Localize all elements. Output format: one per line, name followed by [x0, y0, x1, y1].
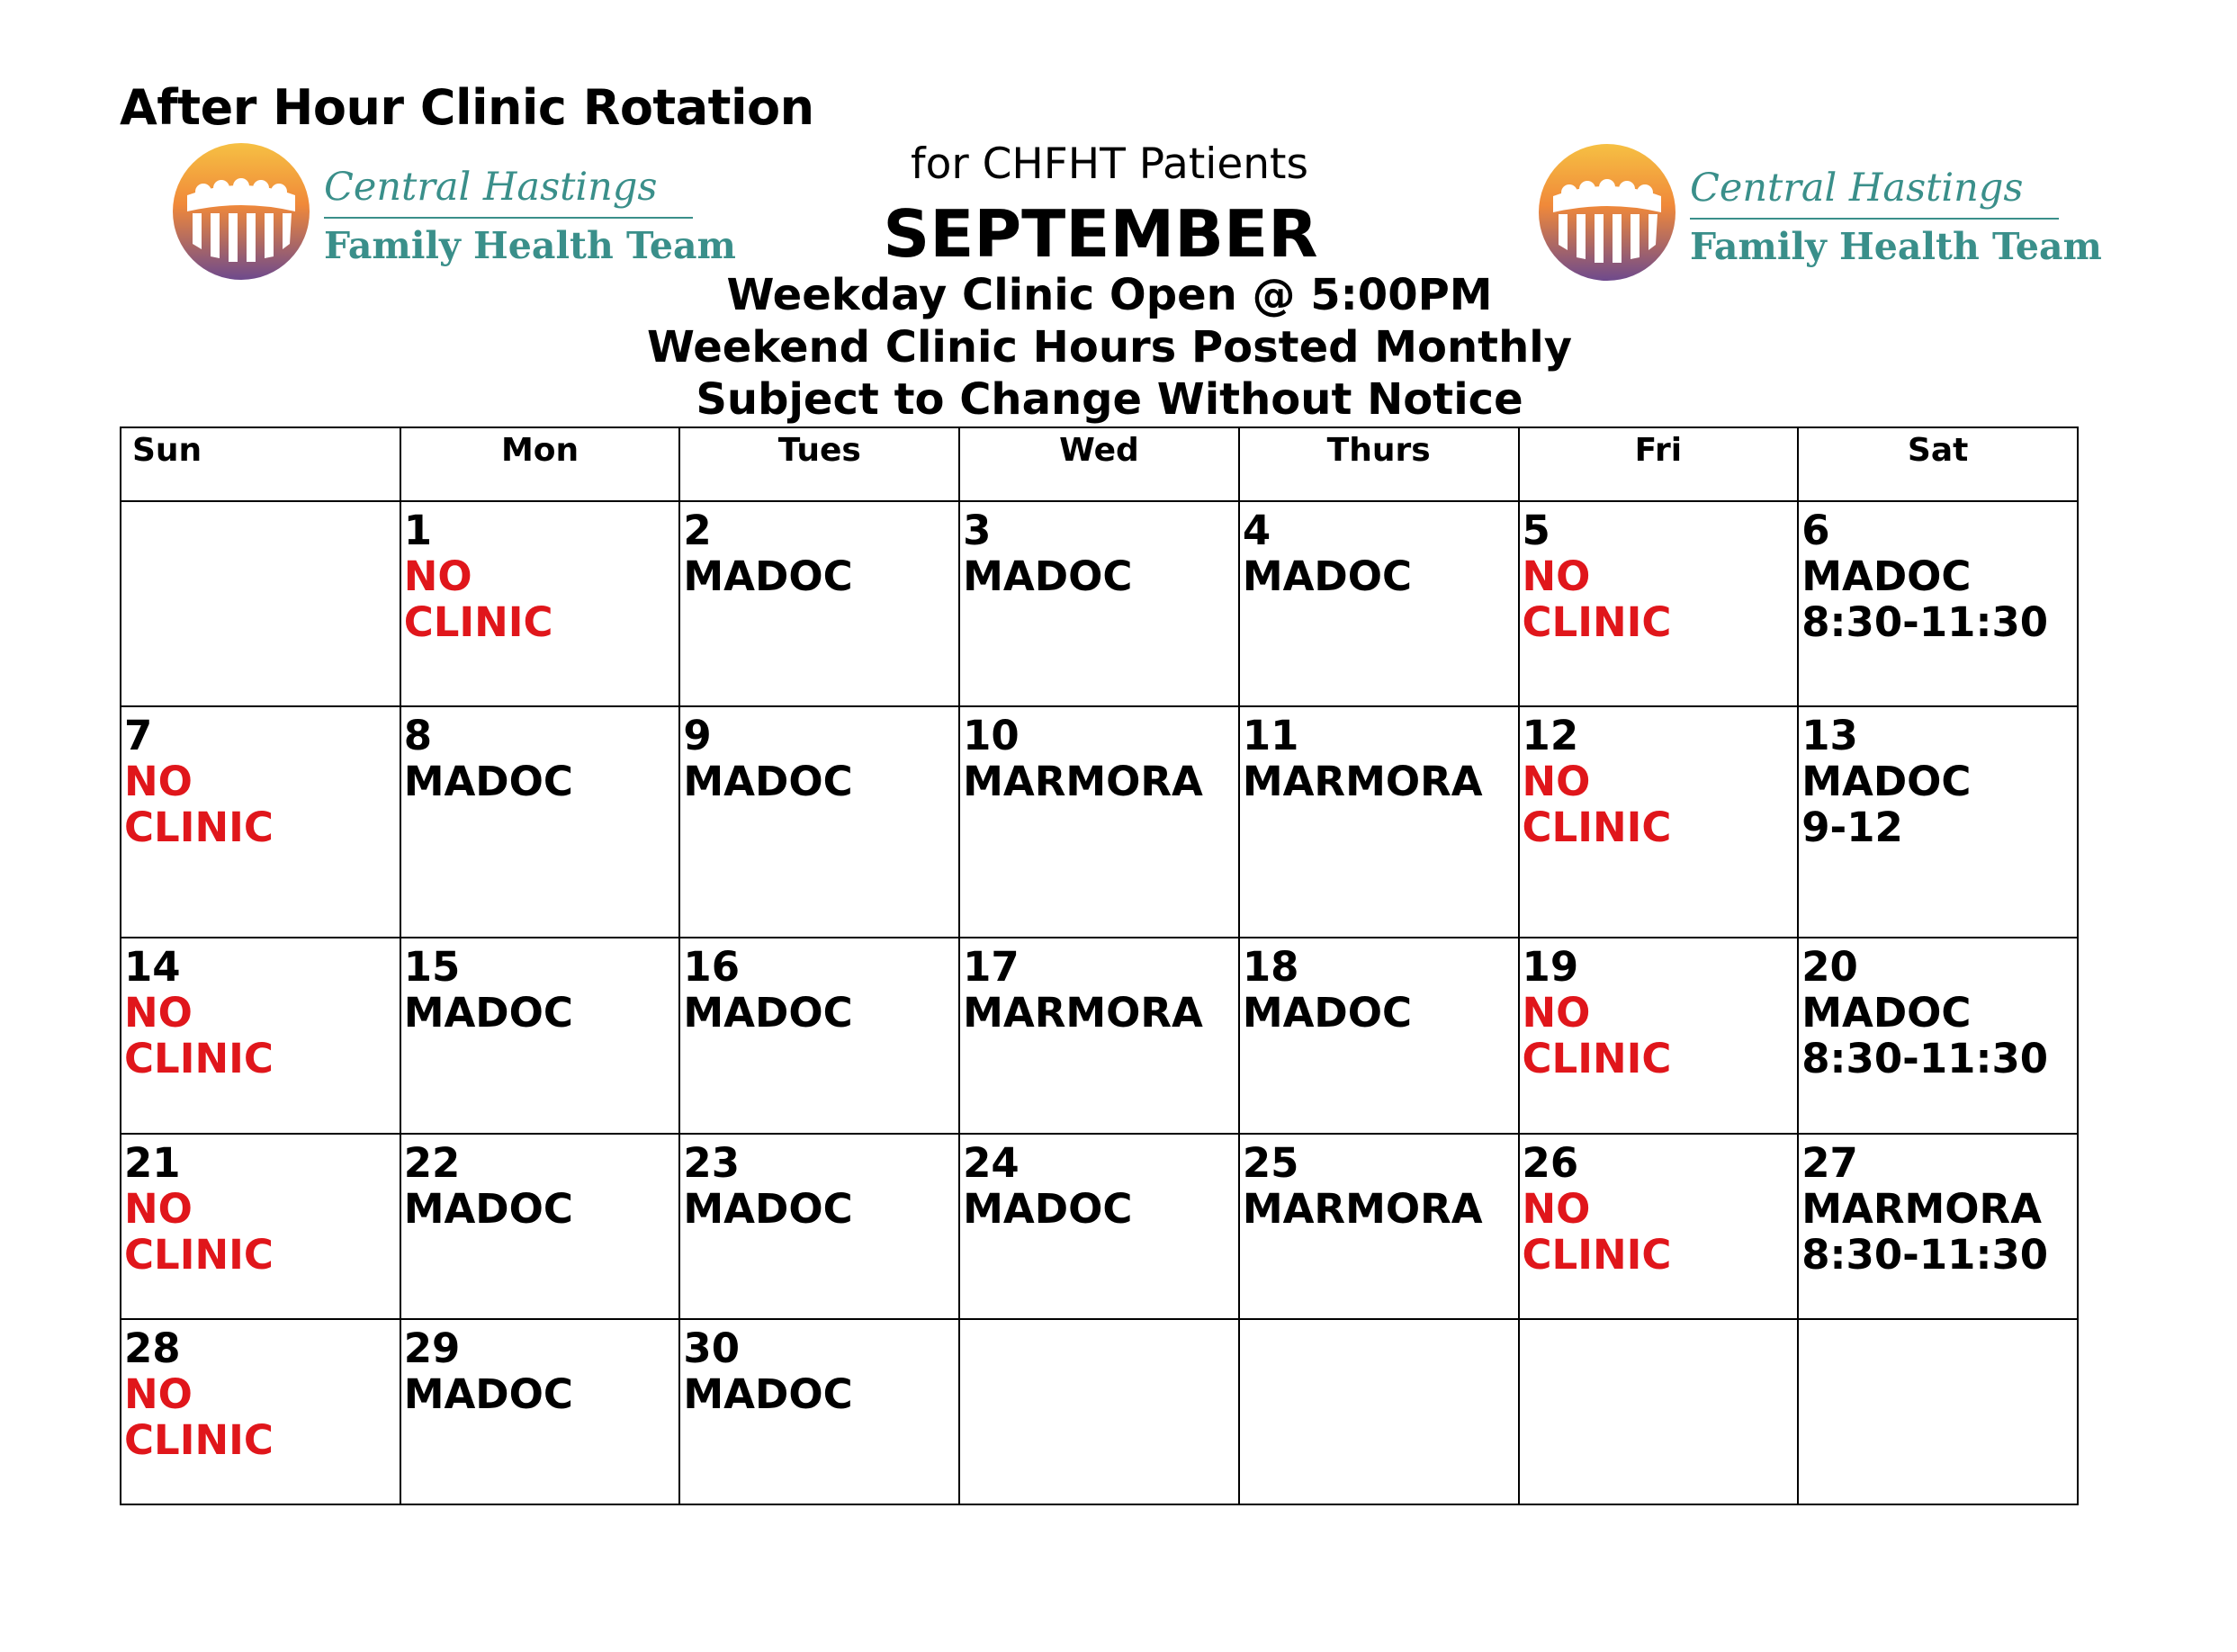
day-number: 4 [1242, 507, 1271, 554]
day-number: 5 [1522, 507, 1550, 554]
calendar-day-cell [121, 706, 400, 938]
calendar-day-cell [959, 1134, 1239, 1319]
no-clinic-label: NO [124, 1370, 193, 1418]
calendar-day-cell [679, 706, 959, 938]
clinic-location: MADOC [403, 758, 573, 805]
clinic-location: MADOC [403, 989, 573, 1037]
clinic-hours: 8:30-11:30 [1801, 598, 2049, 646]
clinic-location: MADOC [1801, 552, 1972, 600]
clinic-location: MADOC [963, 1185, 1133, 1233]
day-number: 26 [1522, 1139, 1579, 1187]
day-number: 3 [963, 507, 992, 554]
calendar-day-cell [400, 1319, 680, 1504]
calendar-day-cell [400, 938, 680, 1134]
subtitle: for CHFHT Patients [911, 139, 1308, 189]
clinic-location: MADOC [1242, 989, 1413, 1037]
day-number: 25 [1242, 1139, 1299, 1187]
day-number: 16 [683, 943, 741, 991]
clinic-location: MADOC [1242, 552, 1413, 600]
clinic-location: MADOC [683, 989, 853, 1037]
no-clinic-label: CLINIC [124, 1416, 274, 1464]
day-number: 22 [403, 1139, 461, 1187]
no-clinic-label: CLINIC [1522, 1231, 1672, 1279]
clinic-hours: 8:30-11:30 [1801, 1231, 2049, 1279]
weekday-header: Wed [959, 427, 1239, 501]
month-heading: SEPTEMBER [883, 196, 1318, 272]
no-clinic-label: CLINIC [124, 1231, 274, 1279]
no-clinic-label: CLINIC [1522, 804, 1672, 851]
clinic-location: MADOC [683, 552, 853, 600]
calendar-day-cell [121, 1134, 400, 1319]
clinic-location: MADOC [683, 1185, 853, 1233]
calendar-day-cell [1798, 501, 2078, 706]
calendar-day-cell [1519, 938, 1799, 1134]
clinic-location: MADOC [963, 552, 1133, 600]
weekday-header: Thurs [1239, 427, 1519, 501]
clinic-location: MADOC [1801, 989, 1972, 1037]
day-number: 7 [124, 712, 153, 759]
clinic-location: MARMORA [963, 758, 1203, 805]
calendar-day-cell [679, 1134, 959, 1319]
calendar-day-cell [121, 938, 400, 1134]
day-number: 15 [403, 943, 461, 991]
day-number: 23 [683, 1139, 741, 1187]
day-number: 28 [124, 1324, 181, 1372]
no-clinic-label: NO [403, 552, 472, 600]
clinic-location: MARMORA [1242, 758, 1483, 805]
logo-line-family-health-team: Family Health Team [324, 224, 736, 267]
day-number: 20 [1801, 943, 1858, 991]
no-clinic-label: CLINIC [124, 1035, 274, 1082]
day-number: 17 [963, 943, 1020, 991]
clinic-location: MADOC [683, 1370, 853, 1418]
note-weekday-hours: Weekday Clinic Open @ 5:00PM [726, 270, 1493, 320]
clinic-location: MARMORA [1801, 1185, 2042, 1233]
calendar-day-cell [1798, 938, 2078, 1134]
calendar-day-cell [400, 706, 680, 938]
calendar-day-cell [959, 501, 1239, 706]
day-number: 11 [1242, 712, 1299, 759]
weekday-header: Fri [1519, 427, 1799, 501]
calendar-day-cell [400, 501, 680, 706]
calendar-day-cell [679, 501, 959, 706]
weekday-header: Sun [121, 427, 400, 501]
weekday-header: Tues [679, 427, 959, 501]
day-number: 9 [683, 712, 712, 759]
day-number: 18 [1242, 943, 1299, 991]
calendar-week-row [121, 1319, 2078, 1504]
clinic-hours: 8:30-11:30 [1801, 1035, 2049, 1082]
calendar-day-cell [1239, 1134, 1519, 1319]
calendar-empty-cell [1239, 1319, 1519, 1504]
clinic-location: MADOC [403, 1370, 573, 1418]
calendar-week-row [121, 706, 2078, 938]
no-clinic-label: CLINIC [1522, 598, 1672, 646]
logo-line-family-health-team: Family Health Team [1690, 225, 2102, 268]
calendar-day-cell [121, 1319, 400, 1504]
calendar-day-cell [1239, 706, 1519, 938]
day-number: 29 [403, 1324, 461, 1372]
calendar-week-row [121, 938, 2078, 1134]
calendar-day-cell [1519, 1134, 1799, 1319]
calendar-empty-cell [121, 501, 400, 706]
calendar-day-cell [959, 938, 1239, 1134]
calendar-week-row [121, 1134, 2078, 1319]
note-weekend-hours: Weekend Clinic Hours Posted Monthly [646, 322, 1573, 373]
no-clinic-label: NO [124, 758, 193, 805]
day-number: 1 [403, 507, 433, 554]
no-clinic-label: NO [124, 989, 193, 1037]
calendar-empty-cell [959, 1319, 1239, 1504]
clinic-location: MADOC [1801, 758, 1972, 805]
day-number: 14 [124, 943, 181, 991]
no-clinic-label: NO [1522, 552, 1591, 600]
no-clinic-label: CLINIC [1522, 1035, 1672, 1082]
clinic-location: MARMORA [1242, 1185, 1483, 1233]
calendar-empty-cell [1798, 1319, 2078, 1504]
calendar-empty-cell [1519, 1319, 1799, 1504]
day-number: 12 [1522, 712, 1579, 759]
no-clinic-label: NO [1522, 1185, 1591, 1233]
day-number: 27 [1801, 1139, 1858, 1187]
weekday-header: Mon [400, 427, 680, 501]
day-number: 30 [683, 1324, 741, 1372]
calendar-day-cell [1798, 1134, 2078, 1319]
day-number: 19 [1522, 943, 1579, 991]
weekday-header: Sat [1798, 427, 2078, 501]
day-number: 8 [403, 712, 433, 759]
note-subject-to-change: Subject to Change Without Notice [696, 374, 1523, 425]
calendar-day-cell [679, 938, 959, 1134]
logo-line-central-hastings: Central Hastings [1690, 166, 2024, 211]
clinic-location: MADOC [683, 758, 853, 805]
calendar-day-cell [1798, 706, 2078, 938]
no-clinic-label: CLINIC [124, 804, 274, 851]
calendar-day-cell [400, 1134, 680, 1319]
no-clinic-label: CLINIC [403, 598, 553, 646]
day-number: 24 [963, 1139, 1020, 1187]
calendar-day-cell [1519, 501, 1799, 706]
day-number: 2 [683, 507, 712, 554]
no-clinic-label: NO [124, 1185, 193, 1233]
logo-line-central-hastings: Central Hastings [324, 165, 658, 210]
clinic-location: MADOC [403, 1185, 573, 1233]
no-clinic-label: NO [1522, 989, 1591, 1037]
day-number: 13 [1801, 712, 1858, 759]
rotation-calendar [120, 426, 2079, 1505]
calendar-week-row [121, 501, 2078, 706]
document-title: After Hour Clinic Rotation [120, 79, 814, 136]
calendar-day-cell [959, 706, 1239, 938]
weekday-header-row [121, 427, 2078, 501]
day-number: 6 [1801, 507, 1830, 554]
calendar-day-cell [679, 1319, 959, 1504]
calendar-day-cell [1239, 501, 1519, 706]
day-number: 21 [124, 1139, 181, 1187]
no-clinic-label: NO [1522, 758, 1591, 805]
clinic-hours: 9-12 [1801, 804, 1903, 851]
day-number: 10 [963, 712, 1020, 759]
calendar-day-cell [1519, 706, 1799, 938]
clinic-location: MARMORA [963, 989, 1203, 1037]
calendar-day-cell [1239, 938, 1519, 1134]
